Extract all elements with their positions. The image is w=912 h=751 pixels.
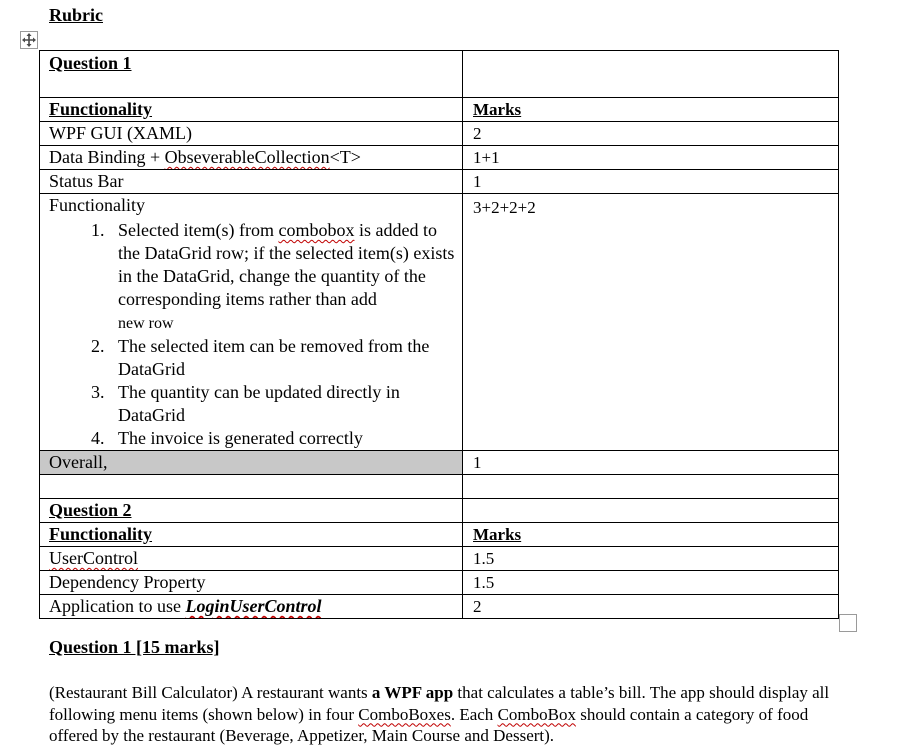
rubric-item (40, 146, 463, 170)
empty-cell (463, 51, 839, 98)
list-item: 3. The quantity can be updated directly in DataGrid (109, 381, 462, 427)
rubric-item (40, 547, 463, 571)
functionality-cell (40, 194, 463, 451)
q2-functionality-header (40, 523, 463, 547)
q2-marks-header (463, 523, 839, 547)
overall-label: Overall, (40, 451, 463, 475)
rubric-marks: 1.5 (463, 547, 839, 571)
section-heading: Question 1 [15 marks] (49, 637, 220, 657)
empty-cell (40, 475, 463, 499)
item-text: is added to the DataGrid row; if the selected item(s) exists in the DataGrid, change the quantity of the corresponding items rather than add (118, 220, 455, 309)
empty-cell (463, 499, 839, 523)
item-text: new row (118, 315, 174, 332)
para-text: that calculates a table’s bill. The app should display all following menu items (shown below) in four (49, 683, 830, 724)
question1-title: Question 1 (49, 53, 132, 73)
para-bold: a WPF app (371, 683, 454, 702)
functionality-label: Functionality (49, 195, 145, 215)
item-text: Data Binding + (49, 147, 165, 167)
misspelled-word: ComboBoxes (358, 704, 451, 724)
header-label: Functionality (49, 524, 153, 544)
question1-title-cell (40, 51, 463, 98)
para-text: (Restaurant Bill Calculator) A restaurant wants (49, 683, 372, 702)
misspelled-word: combobox (278, 220, 355, 240)
functionality-list (49, 219, 462, 450)
list-item: 4. The invoice is generated correctly (109, 427, 462, 450)
para-text: . Each (450, 704, 498, 724)
question-paragraph (49, 682, 839, 747)
move-arrows-icon[interactable] (20, 31, 38, 49)
item-text: Application to use (49, 596, 186, 616)
misspelled-word: ObseverableCollection (164, 147, 330, 167)
empty-cell (463, 475, 839, 499)
question2-title-cell (40, 499, 463, 523)
misspelled-word: UserControl (49, 548, 138, 568)
rubric-marks: 2 (463, 595, 839, 619)
rubric-marks: 1+1 (463, 146, 839, 170)
overall-marks: 1 (463, 451, 839, 475)
item-text: Selected item(s) from (118, 220, 279, 240)
misspelled-word: ComboBox (497, 704, 576, 724)
rubric-marks: 1.5 (463, 571, 839, 595)
q1-marks-header (463, 98, 839, 122)
rubric-item: Status Bar (40, 170, 463, 194)
list-item: 2. The selected item can be removed from the DataGrid (109, 335, 462, 381)
misspelled-word: LoginUserControl (185, 596, 322, 616)
para-text: should contain a category of food offered by the restaurant (Beverage, Appetizer, Main Course and Dessert). (49, 704, 809, 745)
header-label: Marks (473, 525, 522, 544)
rubric-item (40, 595, 463, 619)
rubric-marks: 2 (463, 122, 839, 146)
header-label: Functionality (49, 99, 153, 119)
rubric-table (39, 50, 839, 619)
rubric-item: WPF GUI (XAML) (40, 122, 463, 146)
question2-title: Question 2 (49, 500, 132, 520)
rubric-heading: Rubric (49, 5, 103, 25)
list-item (109, 219, 462, 335)
rubric-marks: 1 (463, 170, 839, 194)
header-label: Marks (473, 100, 522, 119)
rubric-item: Dependency Property (40, 571, 463, 595)
resize-square-icon[interactable] (839, 614, 857, 632)
q1-functionality-header (40, 98, 463, 122)
item-text: <T> (329, 147, 361, 167)
functionality-marks: 3+2+2+2 (463, 194, 839, 451)
